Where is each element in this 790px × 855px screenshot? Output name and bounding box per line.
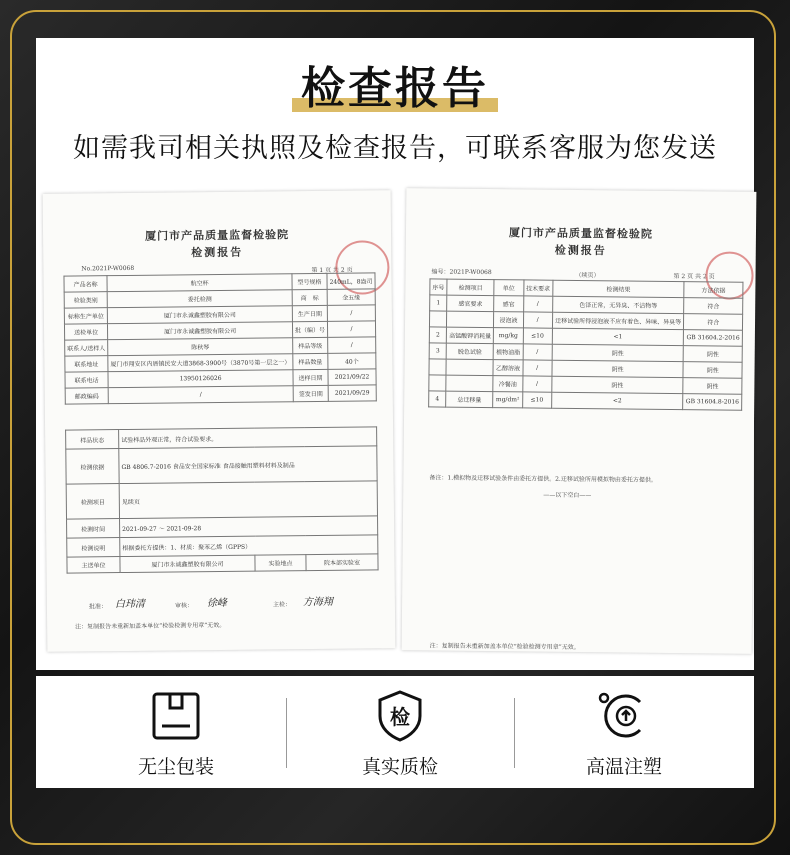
feature-dust-free <box>66 676 286 788</box>
end-mark: ——以下空白—— <box>543 491 592 500</box>
table-cell: / <box>328 337 376 354</box>
table-cell: 40个 <box>328 353 376 370</box>
table-cell: 感官 <box>494 296 523 312</box>
feature-bar <box>36 676 754 788</box>
doc-title: 检测报告 <box>191 245 244 260</box>
review-signature: 徐峰 <box>206 597 227 610</box>
table-cell: 浸泡液 <box>494 312 523 328</box>
test-signature: 方海翔 <box>302 596 333 609</box>
table-cell: / <box>523 296 552 312</box>
report-page-2 <box>402 188 757 654</box>
table-row <box>429 391 742 410</box>
doc-note: 注：复制报告未重新加盖本单位“检验检测专用章”无效。 <box>75 621 226 631</box>
page-indicator: 第 2 页 共 2 页 <box>673 272 715 281</box>
table-cell: 符合 <box>684 314 743 331</box>
page-title: 检查报告 <box>301 63 489 114</box>
table-cell: 总迁移量 <box>446 391 493 407</box>
divider <box>286 698 287 768</box>
details-table <box>65 426 378 573</box>
table-cell: 2021-09-27 ～ 2021-09-28 <box>120 516 378 538</box>
table-cell: 陈秋琴 <box>108 338 293 356</box>
table-cell: 迁移试验所得浸泡液不应有着色、异味、异臭等 <box>552 312 684 329</box>
table-cell: 批（编）号 <box>292 321 327 337</box>
table-cell: 检验类别 <box>64 292 107 308</box>
table-cell: 脱色试验 <box>446 343 493 359</box>
table-cell: 乙醇溶液 <box>493 360 522 376</box>
table-cell: 院本部实验室 <box>306 554 378 571</box>
table-cell: 阴性 <box>684 346 743 363</box>
table-cell: / <box>523 312 552 328</box>
table-cell: 航空杯 <box>107 274 292 292</box>
table-row <box>65 385 376 404</box>
shield-quality-icon <box>372 688 428 744</box>
table-cell: <2 <box>551 392 683 409</box>
feature-high-temp <box>514 676 734 788</box>
table-cell: mg/kg <box>494 328 523 344</box>
table-cell: 样品等级 <box>293 337 328 353</box>
header-cell: 单位 <box>494 280 523 296</box>
info-table <box>63 272 376 404</box>
page-indicator: 第 1 页 共 2 页 <box>311 266 353 275</box>
table-cell: 样品状态 <box>66 430 119 450</box>
table-cell: 送检单位 <box>64 324 107 340</box>
page-subtitle: 如需我司相关执照及检查报告，可联系客服为您发送 <box>73 133 717 164</box>
table-cell: 13950126026 <box>108 370 293 388</box>
table-cell: GB 31604.2-2016 <box>684 330 743 347</box>
table-cell: 厦门市永诚鑫塑胶有限公司 <box>107 306 292 324</box>
table-cell: GB 31604.8-2016 <box>683 394 742 411</box>
table-cell: / <box>522 376 551 392</box>
table-cell: / <box>108 386 293 404</box>
svg-text:检: 检 <box>390 705 410 729</box>
doc-note: 注：复制报告未重新加盖本单位“检验检测专用章”无效。 <box>429 642 580 652</box>
table-cell: 符合 <box>684 298 743 315</box>
table-cell: mg/dm² <box>493 392 522 408</box>
box-package-icon <box>148 688 204 744</box>
table-cell: 联系电话 <box>65 372 108 388</box>
review-label: 审核： <box>174 602 193 610</box>
table-cell: 阴性 <box>683 378 742 395</box>
doc-org: 厦门市产品质量监督检验院 <box>144 228 290 243</box>
table-cell: 检测项目 <box>66 484 119 520</box>
table-cell <box>446 375 493 391</box>
table-cell: / <box>327 305 375 322</box>
table-cell: 2 <box>429 327 446 343</box>
table-cell: 产品名称 <box>64 276 107 292</box>
table-cell: 植物油脂 <box>493 344 522 360</box>
table-cell: 感官要求 <box>447 295 494 311</box>
table-cell: 见续页 <box>119 481 377 519</box>
table-cell: / <box>523 344 552 360</box>
table-cell: 根据委托方提供：1、材质：聚苯乙烯（GPPS） <box>120 535 378 557</box>
continued-label: （续页） <box>575 271 600 280</box>
table-cell <box>447 311 494 327</box>
table-cell: 标称生产单位 <box>64 308 107 324</box>
header-cell: 序号 <box>430 279 447 295</box>
table-cell: 生产日期 <box>292 305 327 321</box>
table-cell <box>429 311 446 327</box>
table-cell: 阴性 <box>552 344 684 361</box>
results-table <box>428 278 743 410</box>
table-cell: 冷餐油 <box>493 376 522 392</box>
table-cell: ≤10 <box>522 392 551 408</box>
table-cell: 委托检测 <box>107 290 292 308</box>
table-cell: 240mL，8盎司 <box>327 273 375 290</box>
feature-label: 无尘包装 <box>137 756 214 778</box>
table-cell: 阴性 <box>683 362 742 379</box>
table-cell: 商 标 <box>292 289 327 305</box>
feature-label: 高温注塑 <box>585 756 662 778</box>
table-cell: 联系地址 <box>65 356 108 372</box>
table-cell: 检测说明 <box>67 538 120 558</box>
table-cell: 试验样品外观正常，符合试验要求。 <box>119 427 377 449</box>
table-cell: 主送单位 <box>67 557 120 574</box>
table-cell: 签发日期 <box>293 385 328 401</box>
table-cell <box>429 375 446 391</box>
table-cell: GB 4806.7-2016 食品安全国家标准 食品接触用塑料材料及制品 <box>119 446 377 484</box>
table-row <box>67 554 378 573</box>
table-cell: <1 <box>552 328 684 345</box>
table-cell: 色泽正常，无异臭、不洁物等 <box>552 296 684 313</box>
table-cell: 2021/09/22 <box>328 369 376 386</box>
table-cell: 1 <box>430 295 447 311</box>
table-cell <box>446 359 493 375</box>
table-cell: 厦门市永诚鑫塑胶有限公司 <box>120 555 255 572</box>
table-cell: / <box>327 321 375 338</box>
table-cell: 检测依据 <box>66 449 119 485</box>
table-cell: 阴性 <box>552 360 684 377</box>
table-cell: 样品数量 <box>293 353 328 369</box>
table-cell: 4 <box>429 391 446 407</box>
report-page-1 <box>43 190 396 652</box>
table-cell: 阴性 <box>552 376 684 393</box>
table-cell: ≤10 <box>523 328 552 344</box>
table-cell <box>429 359 446 375</box>
table-cell: 2021/09/29 <box>328 385 376 402</box>
table-cell: 高锰酸钾消耗量 <box>446 327 493 343</box>
doc-title: 检测报告 <box>554 243 607 258</box>
doc-org: 厦门市产品质量监督检验院 <box>508 226 654 241</box>
header-cell: 技术要求 <box>523 280 552 296</box>
table-cell: 联系人/送样人 <box>65 340 108 356</box>
header-cell: 方法依据 <box>684 282 743 299</box>
header-cell: 检测结果 <box>553 280 685 297</box>
table-cell: 型号规格 <box>292 273 327 289</box>
table-cell: 邮政编码 <box>65 388 108 404</box>
table-cell: 厦门市翔安区内厝镇民安大道3868-3900号（3870号第一层之一） <box>108 354 293 372</box>
table-cell: 实验地点 <box>255 555 306 572</box>
feature-quality <box>290 676 510 788</box>
remark: 备注：1.模拟物及迁移试验条件由委托方提供。2.迁移试验所用模拟物由委托方提供。 <box>429 474 657 484</box>
table-cell: 送样日期 <box>293 369 328 385</box>
table-cell: 金五缘 <box>327 289 375 306</box>
approve-label: 批准： <box>88 603 107 611</box>
report-number: No.2021P-W0068 <box>81 264 135 273</box>
table-cell: 3 <box>429 343 446 359</box>
table-row <box>66 481 377 519</box>
table-cell: 检测时间 <box>67 519 120 539</box>
table-cell: 厦门市永诚鑫塑胶有限公司 <box>108 322 293 340</box>
feature-label: 真实质检 <box>361 756 438 778</box>
table-cell: / <box>523 360 552 376</box>
report-number: 编号：2021P-W0068 <box>431 268 492 277</box>
approve-signature: 白玮清 <box>114 598 145 611</box>
test-label: 主检： <box>272 601 291 609</box>
table-row <box>66 446 377 484</box>
header-cell: 检测项目 <box>447 279 494 295</box>
temperature-up-icon <box>596 688 652 744</box>
